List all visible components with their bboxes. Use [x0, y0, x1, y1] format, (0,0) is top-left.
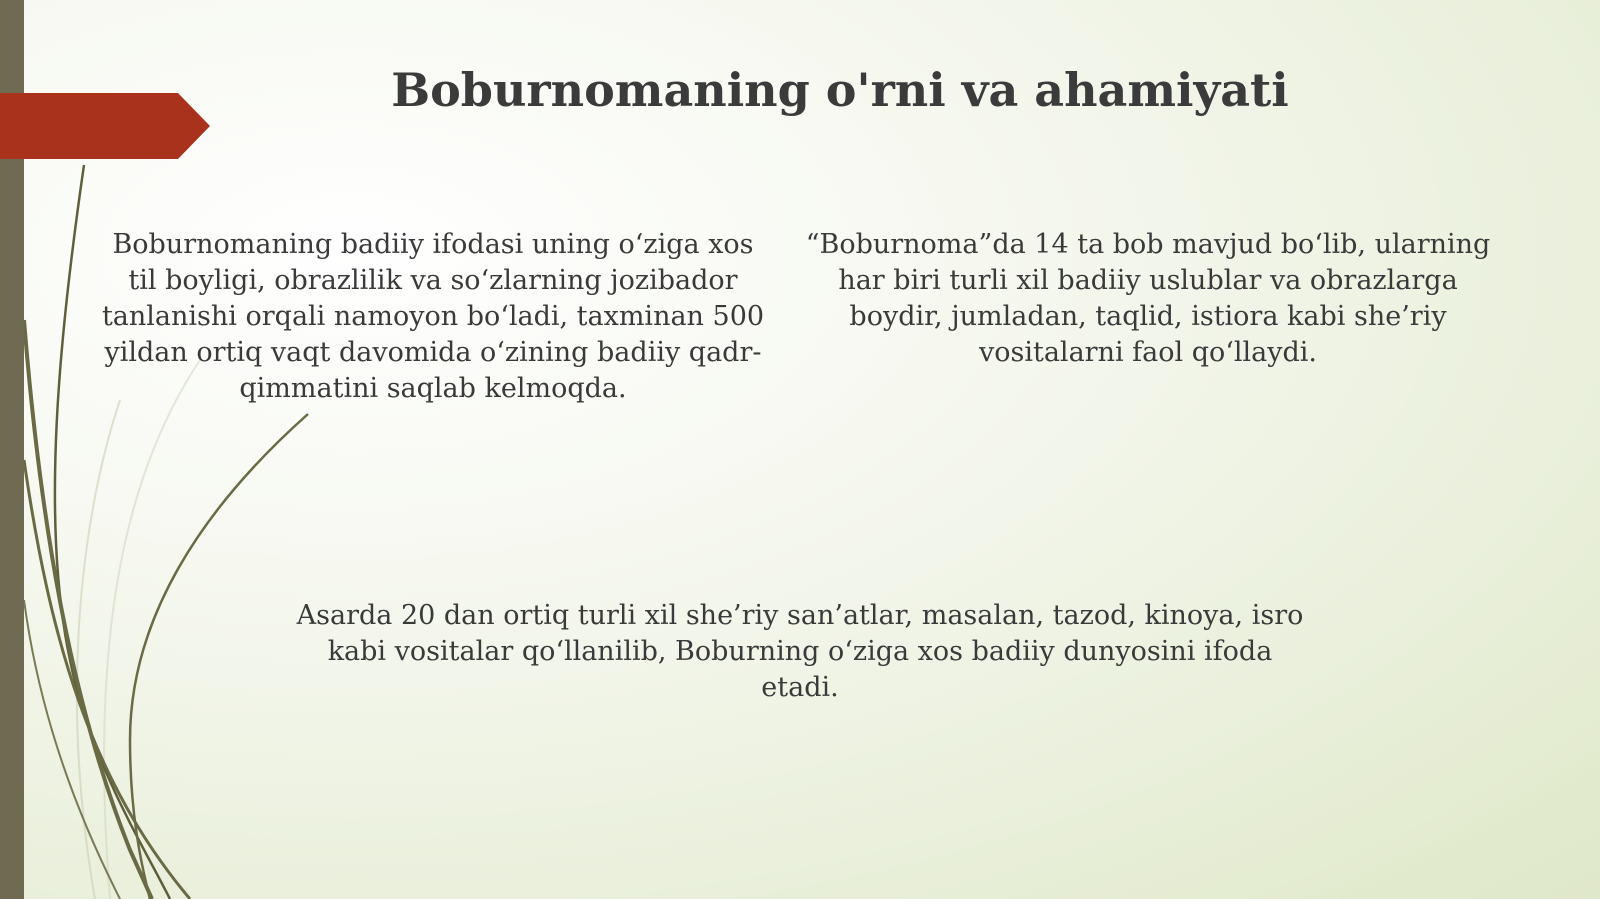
slide-title: Boburnomaning o'rni va ahamiyati	[391, 63, 1289, 117]
red-arrow-shape	[0, 93, 210, 159]
paragraph-right: “Boburnoma”da 14 ta bob mavjud bo‘lib, ularning har biri turli xil badiiy uslublar va obrazlarga boydir, jumladan, taqlid, istiora kabi she’riy vositalarni faol qo‘llaydi.	[805, 229, 1491, 368]
paragraph-bottom: Asarda 20 dan ortiq turli xil she’riy san’atlar, masalan, tazod, kinoya, isro kabi vositalar qo‘llanilib, Boburning o‘ziga xos badiiy dunyosini ifoda etadi.	[296, 600, 1304, 703]
paragraph-left: Boburnomaning badiiy ifodasi uning o‘ziga xos til boyligi, obrazlilik va so‘zlarning jozibador tanlanishi orqali namoyon bo‘ladi, taxminan 500 yildan ortiq vaqt davomida o‘zining badiiy qadr-qimmatini saqlab kelmoqda.	[101, 229, 765, 404]
